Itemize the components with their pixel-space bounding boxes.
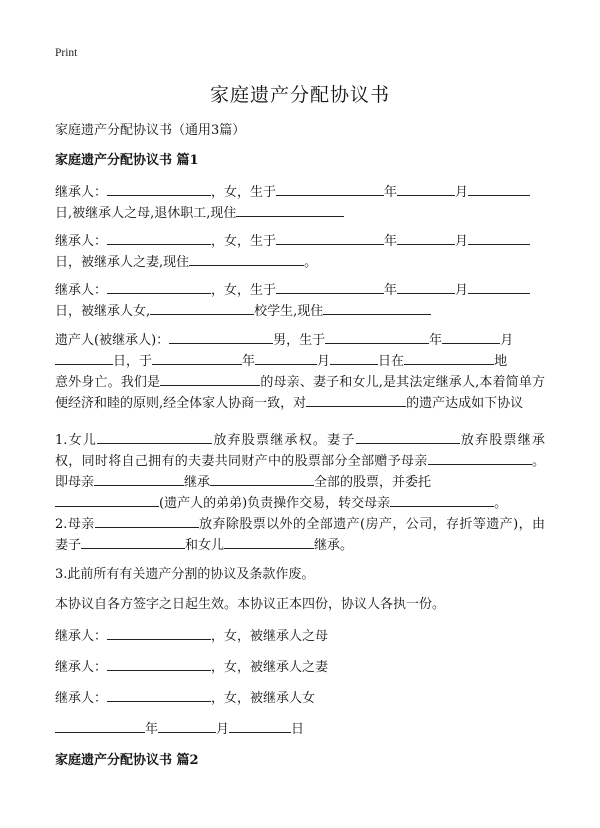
sign1-lead: 继承人： bbox=[55, 629, 108, 644]
date-day-blank bbox=[229, 719, 291, 733]
effect-paragraph: 本协议自各方签字之日起生效。本协议正本四份，协议人各执一份。 bbox=[55, 597, 446, 612]
clause1-brother-blank bbox=[55, 493, 159, 507]
sign3-tail: ，女，被继承人女 bbox=[211, 691, 316, 706]
clause2-wife-blank bbox=[81, 535, 185, 549]
clause1-c: 放弃股票继承权，同时将自己拥有的夫妻共同财产中的股票部分全部赠予母亲 bbox=[55, 433, 545, 469]
clause2-mother-blank bbox=[95, 514, 199, 528]
date-line bbox=[55, 719, 545, 740]
decedent-place-blank bbox=[404, 351, 494, 365]
decedent-text2: 的母亲、妻子和女儿,是其法定继承人,本着简单方便经济和睦的原则,经全体家人协商一致，对 bbox=[55, 375, 545, 411]
clause2-d: 继承。 bbox=[314, 538, 354, 553]
heir1-paragraph bbox=[55, 182, 545, 224]
date-month-blank bbox=[158, 719, 216, 733]
decedent-year-label: 年 bbox=[429, 333, 443, 348]
heir1-name-blank bbox=[107, 182, 211, 196]
clause1-daughter-blank bbox=[97, 430, 212, 444]
date-year-label: 年 bbox=[145, 722, 159, 737]
clause1-a: 1.女儿 bbox=[55, 433, 98, 448]
heir3-month-label: 月 bbox=[455, 283, 469, 298]
heir1-birth-year-blank bbox=[276, 182, 384, 196]
clause2-a: 2.母亲 bbox=[55, 517, 95, 532]
section2-heading: 家庭遗产分配协议书 篇2 bbox=[55, 753, 199, 768]
heir3-year-label: 年 bbox=[384, 283, 398, 298]
clause1-wife-blank bbox=[356, 430, 460, 444]
clause2-daughter-blank bbox=[224, 535, 314, 549]
sign1-tail: ，女，被继承人之母 bbox=[211, 629, 329, 644]
heir3-school-blank bbox=[150, 301, 254, 315]
decedent-death-day-blank bbox=[330, 351, 378, 365]
date-day-label: 日 bbox=[291, 722, 305, 737]
decedent-year2-label: 年 bbox=[242, 354, 256, 369]
heir2-birth-day-blank bbox=[468, 231, 530, 245]
document-subtitle: 家庭遗产分配协议书（通用3篇） bbox=[55, 123, 246, 138]
heir2-month-label: 月 bbox=[455, 234, 469, 249]
heir1-month-label: 月 bbox=[455, 185, 469, 200]
sign3-lead: 继承人： bbox=[55, 691, 108, 706]
decedent-place-label: 地 bbox=[494, 354, 508, 369]
sign2-tail: ，女，被继承人之妻 bbox=[211, 660, 329, 675]
heir1-year-label: 年 bbox=[384, 185, 398, 200]
date-year-blank bbox=[55, 719, 145, 733]
heir3-mid: ，女，生于 bbox=[211, 283, 277, 298]
heir1-birth-month-blank bbox=[397, 182, 455, 196]
decedent-male-label: 男，生于 bbox=[273, 333, 326, 348]
heir2-address-blank bbox=[189, 252, 304, 266]
heir3-address-blank bbox=[323, 301, 431, 315]
decedent-estate-blank bbox=[306, 393, 406, 407]
clause1-mother2-blank bbox=[94, 472, 184, 486]
clause1-d: 。即母亲 bbox=[55, 454, 545, 490]
heir1-tail: 日,被继承人之母,退休职工,现住 bbox=[55, 206, 237, 221]
heir3-birth-year-blank bbox=[276, 280, 384, 294]
decedent-birth-day-blank bbox=[55, 351, 113, 365]
clause1-e: 继承 bbox=[184, 475, 211, 490]
clause1-f: 全部的股票，并委托 bbox=[314, 475, 432, 490]
heir2-mid: ，女，生于 bbox=[211, 234, 277, 249]
heir3-birth-day-blank bbox=[468, 280, 530, 294]
decedent-name-blank bbox=[169, 330, 273, 344]
heir2-name-blank bbox=[107, 231, 211, 245]
sign1-line bbox=[55, 626, 545, 647]
decedent-day2-label: 日在 bbox=[378, 354, 405, 369]
heir2-birth-year-blank bbox=[276, 231, 384, 245]
heir3-school-label: 校学生,现住 bbox=[254, 304, 324, 319]
document-title: 家庭遗产分配协议书 bbox=[209, 84, 390, 106]
heir2-year-label: 年 bbox=[384, 234, 398, 249]
heir2-paragraph bbox=[55, 231, 545, 273]
heir3-tail: 日，被继承人女, bbox=[55, 304, 151, 319]
clause2-b: 放弃除股票以外的全部遗产(房产，公司，存折等遗产)，由妻子 bbox=[55, 517, 545, 553]
sign2-name-blank bbox=[107, 657, 211, 671]
decedent-lead: 遗产人(被继承人)： bbox=[55, 333, 170, 348]
heir3-paragraph bbox=[55, 280, 545, 322]
print-link[interactable]: Print bbox=[55, 47, 78, 59]
clause2-c: 和女儿 bbox=[185, 538, 225, 553]
sign2-lead: 继承人： bbox=[55, 660, 108, 675]
section1-heading: 家庭遗产分配协议书 篇1 bbox=[55, 153, 199, 168]
decedent-death-year-blank bbox=[152, 351, 242, 365]
sign2-line bbox=[55, 657, 545, 678]
clause3-paragraph: 3.此前所有有关遗产分割的协议及条款作废。 bbox=[55, 567, 315, 582]
heir2-lead: 继承人： bbox=[55, 234, 108, 249]
sign3-name-blank bbox=[107, 688, 211, 702]
clause1-mother3-blank bbox=[390, 493, 494, 507]
decedent-text1: 意外身亡。我们是 bbox=[55, 375, 161, 390]
sign1-name-blank bbox=[107, 626, 211, 640]
decedent-day-label: 日，于 bbox=[113, 354, 153, 369]
clause2-paragraph bbox=[55, 514, 545, 556]
heir1-birth-day-blank bbox=[468, 182, 530, 196]
decedent-death-month-blank bbox=[255, 351, 317, 365]
clause1-h: 。 bbox=[494, 496, 508, 511]
heir2-tail: 日，被继承人之妻,现住 bbox=[55, 255, 190, 270]
decedent-relation-blank bbox=[160, 372, 260, 386]
heir1-mid: ，女，生于 bbox=[211, 185, 277, 200]
heir2-end: 。 bbox=[304, 255, 318, 270]
decedent-text3: 的遗产达成如下协议 bbox=[406, 396, 524, 411]
clause1-g: (遗产人的弟弟)负责操作交易，转交母亲 bbox=[159, 496, 391, 511]
decedent-paragraph bbox=[55, 330, 545, 414]
decedent-birth-year-blank bbox=[325, 330, 429, 344]
decedent-birth-month-blank bbox=[442, 330, 500, 344]
clause1-b: 放弃股票继承权。妻子 bbox=[212, 433, 356, 448]
date-month-label: 月 bbox=[216, 722, 230, 737]
heir1-lead: 继承人： bbox=[55, 185, 108, 200]
heir3-name-blank bbox=[107, 280, 211, 294]
heir1-address-blank bbox=[236, 203, 344, 217]
clause1-stock-owner-blank bbox=[210, 472, 314, 486]
decedent-month2-label: 月 bbox=[317, 354, 331, 369]
clause1-paragraph bbox=[55, 430, 545, 514]
heir3-birth-month-blank bbox=[397, 280, 455, 294]
clause1-mother-blank bbox=[428, 451, 532, 465]
heir2-birth-month-blank bbox=[397, 231, 455, 245]
sign3-line bbox=[55, 688, 545, 709]
heir3-lead: 继承人： bbox=[55, 283, 108, 298]
decedent-month-label: 月 bbox=[500, 333, 514, 348]
